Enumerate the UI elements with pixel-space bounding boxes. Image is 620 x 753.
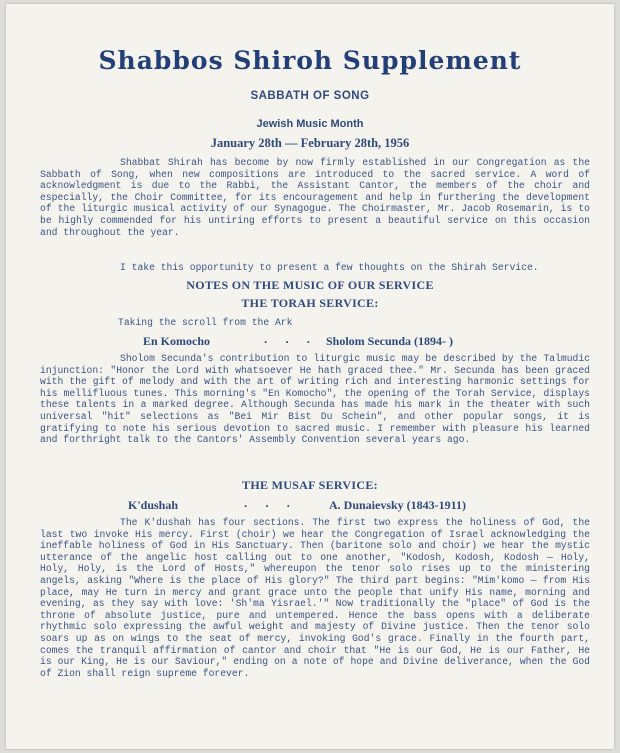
dot-leader-2: ... [244, 496, 309, 510]
piece-description: Sholom Secunda's contribution to liturgic music may be described by the Talmudic injunction: "Honor the Lord with whatsoever He hath graced thee." Mr. Secunda has been graced with the gift of melody and with the art of writing rich and interesting harmonic settings for his mellifluous tunes. This morning's "En Komocho", the opening of the Torah Service, displays these talents in a marked degree. Although Secunda has made his mark in the theater with such universal "hit" selections as "Bei Mir Bist Du Schein", and other popular songs, it is gratifying to note his serious devotion to sacred music. I remember with pleasure his learned and forthright talk to the Cantors' Assembly Convention several years ago. [40, 353, 590, 446]
intro-paragraph: Shabbat Shirah has become by now firmly established in our Congregation as the Sabbath of Song, when new compositions are introduced to the sacred service. A word of acknowledgment is due to the Rabbi, the Assistant Cantor, the members of the choir and especially, the Choir Committee, for its encouragement and help in furthering the development of the liturgic musical activity of our Synagogue. The Choirmaster, Mr. Jacob Rosemarin, is to be highly commended for his untiring efforts to present a beautiful service on this occasion and throughout the year. [40, 157, 590, 238]
month-line: Jewish Music Month [256, 118, 364, 130]
scroll-line: Taking the scroll from the Ark [118, 317, 293, 328]
piece-title: En Komocho [143, 334, 211, 348]
piece-composer-2: A. Dunaievsky (1843-1911) [329, 498, 467, 512]
subtitle: SABBATH OF SONG [250, 90, 370, 102]
intro-paragraph-2: I take this opportunity to present a few thoughts on the Shirah Service. [120, 262, 539, 273]
torah-heading: THE TORAH SERVICE: [241, 296, 379, 310]
piece-composer: Sholom Secunda (1894- ) [326, 334, 454, 348]
page-title: Shabbos Shiroh Supplement [98, 46, 522, 75]
piece-title-2: K'dushah [128, 498, 179, 512]
dot-leader: ... [264, 332, 329, 346]
musaf-heading: THE MUSAF SERVICE: [242, 478, 378, 492]
notes-heading: NOTES ON THE MUSIC OF OUR SERVICE [186, 278, 434, 292]
dates-line: January 28th — February 28th, 1956 [210, 136, 410, 150]
document-page [6, 4, 614, 749]
piece-description-2: The K'dushah has four sections. The first two express the holiness of God, the last two invoke His mercy. First (choir) we hear the Congregation of Israel acknowledging the ineffable holiness of God in His Sanctuary. Then (baritone solo and choir) we hear the mystic utterance of the angelic host calling out to one another, "Kodosh, Kodosh, Kodosh — Holy, Holy, Holy, is the Lord of Hosts," whereupon the tenor solo rises up to the ministering angels, asking "Where is the place of His glory?" The third part begins: "Mim'komo — from His place, may He turn in mercy and grant grace unto the people that unify His name, morning and evening, as they say with love: 'Sh'ma Yisrael.'" Now traditionally the "place" of God is the throne of absolute justice, pure and untempered. Hence the bass opens with a deliberate rhythmic solo expressing the awful weight and majesty of Divine justice. Then the tenor solo soars up as on wings to the seat of mercy, invoking God's grace. Finally in the fourth part, comes the tranquil affirmation of cantor and choir that "He is our God, He is our Father, He is our King, He is our Saviour," ending on a note of hope and Divine deliverance, when the God of Zion shall reign supreme forever. [40, 517, 590, 679]
